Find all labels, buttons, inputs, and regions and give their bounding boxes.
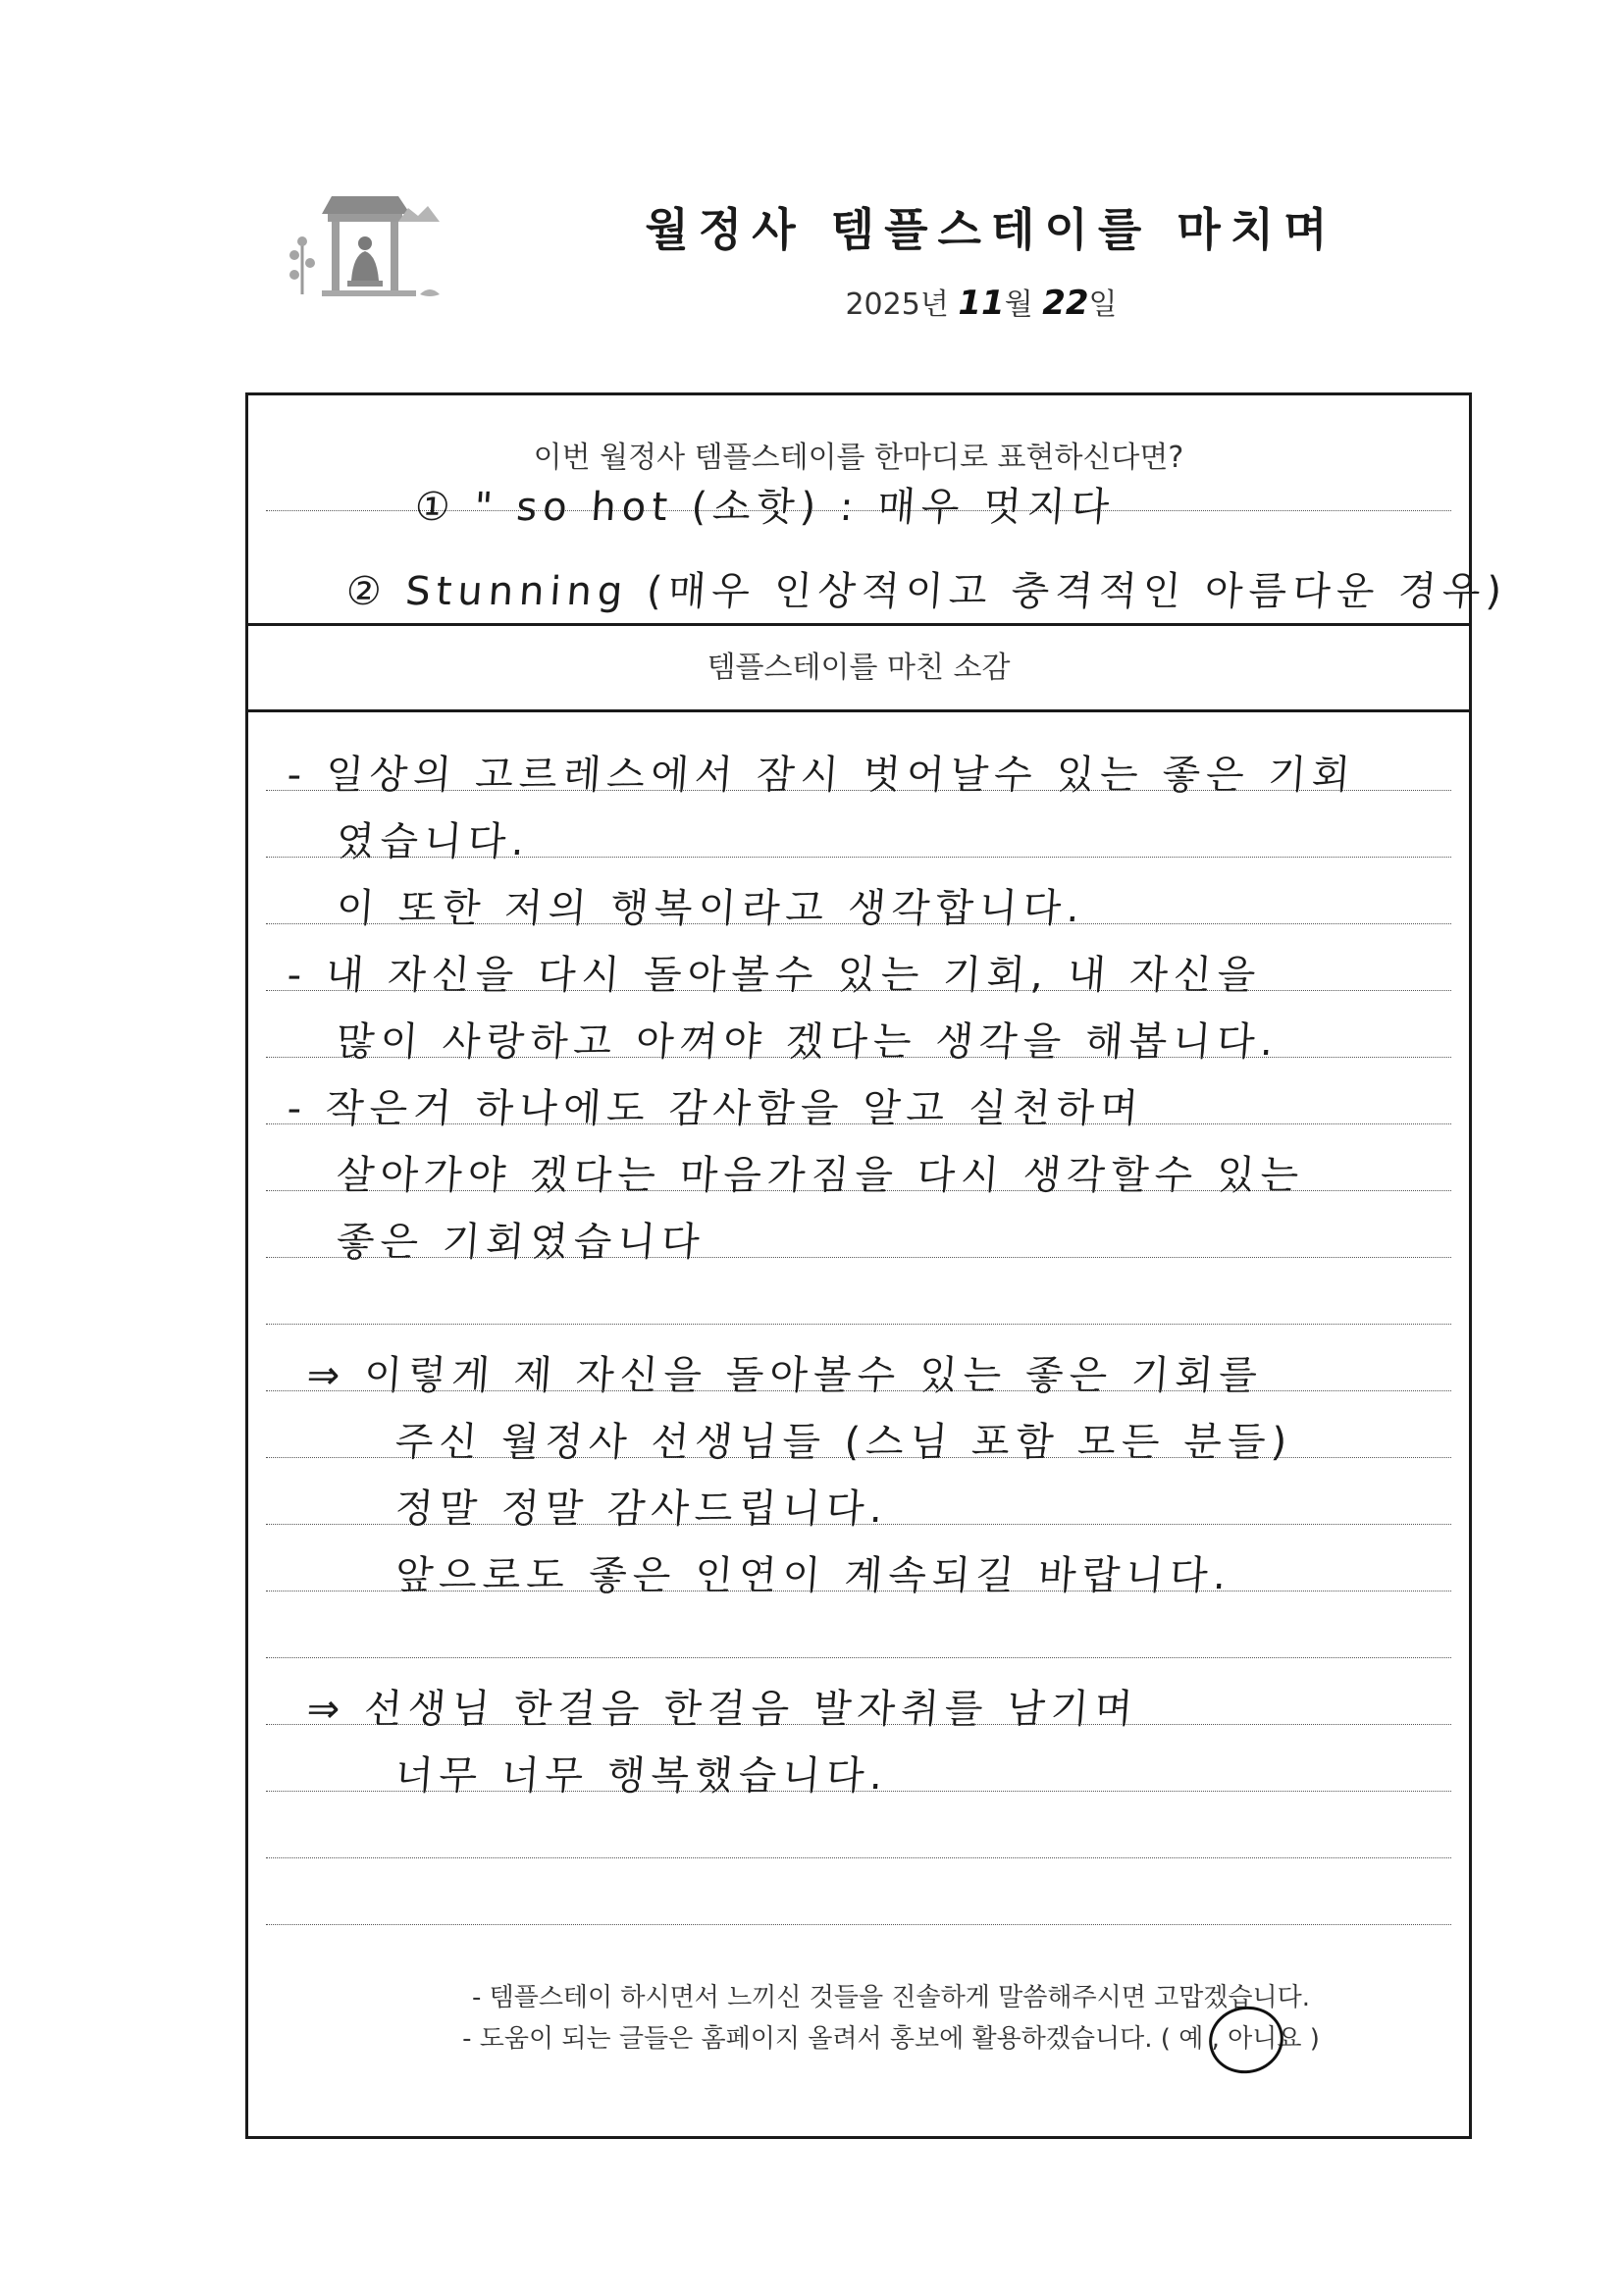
impression-line: 살아가야 겠다는 마음가짐을 다시 생각할수 있는 [335,1153,1306,1198]
section-divider [248,623,1469,626]
date-day: 22 [1042,284,1089,323]
writing-rule [266,1657,1451,1658]
impression-line: 많이 사랑하고 아껴야 겠다는 생각을 해봅니다. [335,1019,1281,1065]
date-day-suffix: 일 [1088,287,1118,322]
impression-line: 정말 정말 감사드립니다. [393,1487,890,1532]
writing-rule [266,1924,1451,1925]
impression-line: 앞으로도 좋은 인연이 계속되길 바랍니다. [393,1553,1233,1598]
date-month: 11 [958,284,1005,323]
impression-line: 주신 월정사 선생님들 (스님 포함 모든 분들) [393,1420,1294,1465]
impression-line: 이 또한 저의 행복이라고 생각합니다. [335,886,1087,931]
page-title: 월정사 템플스테이를 마치며 [645,203,1337,256]
impression-line: 좋은 기회였습니다 [335,1220,707,1265]
impression-line: - 작은거 하나에도 감사함을 알고 실천하며 [286,1086,1146,1131]
section-divider [248,709,1469,712]
question1-label: 이번 월정사 템플스테이를 한마디로 표현하신다면? [533,441,1184,475]
completion-date [785,280,1178,323]
impression-line: ⇒ 선생님 한걸음 한걸음 발자취를 남기며 [305,1687,1140,1732]
feedback-form [245,392,1509,2139]
writing-rule [266,1324,1451,1325]
impression-line: ⇒ 이렇게 제 자신을 돌아볼수 있는 좋은 기회를 [305,1353,1265,1398]
date-year-suffix: 년 [919,287,949,322]
question2-label: 템플스테이를 마친 소감 [707,651,1011,685]
impression-line: 너무 너무 행복했습니다. [393,1753,890,1799]
footnote-consent: - 도움이 되는 글들은 홈페이지 올려서 홍보에 활용하겠습니다. ( 예 , 아니요 ) [462,2024,1320,2054]
question1-answer-1: ① " so hot (소핫) : 매우 멋지다 [413,485,1117,530]
impression-line: - 일상의 고르레스에서 잠시 벗어날수 있는 좋은 기회 [286,753,1358,798]
question1-answer-2: ② Stunning (매우 인상적이고 충격적인 아름다운 경우) [344,569,1509,614]
impression-line: 였습니다. [335,819,532,864]
writing-rule [266,1857,1451,1858]
date-month-suffix: 월 [1004,287,1033,322]
footnote-instruction: - 템플스테이 하시면서 느끼신 것들을 진솔하게 말씀해주시면 고맙겠습니다. [471,1983,1311,2012]
temple-buddha-icon [273,186,449,324]
impression-line: - 내 자신을 다시 돌아볼수 있는 기회, 내 자신을 [286,953,1263,998]
date-year: 2025 [845,287,920,322]
